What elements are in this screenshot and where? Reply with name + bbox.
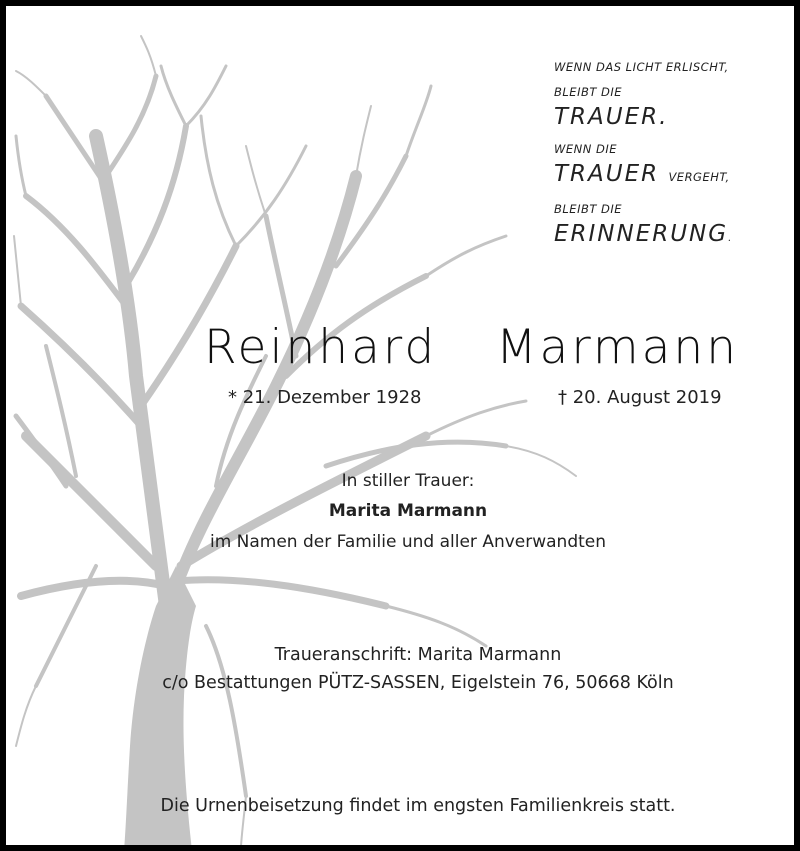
condolence-address-line-2: c/o Bestattungen PÜTZ-SASSEN, Eigelstein 76, 50668 Köln	[162, 673, 674, 693]
death-date: † 20. August 2019	[558, 387, 722, 408]
memorial-poem	[554, 61, 774, 253]
mourning-intro: In stiller Trauer:	[341, 471, 475, 491]
poem-line-4: BLEIBT DIE	[554, 202, 623, 216]
poem-line-trauer-vergeht	[554, 160, 774, 191]
mourner-name: Marita Marmann	[328, 501, 488, 521]
poem-line-1: WENN DAS LICHT ERLISCHT,	[554, 60, 729, 74]
deceased-last-name: Marmann	[496, 320, 740, 375]
poem-line-2: BLEIBT DIE	[554, 85, 623, 99]
poem-line-3: WENN DIE	[554, 142, 618, 156]
condolence-address-line-1: Traueranschrift: Marita Marmann	[274, 645, 562, 665]
poem-word-trauer: TRAUER.	[554, 104, 669, 130]
family-line: im Namen der Familie und aller Anverwandten	[209, 532, 607, 552]
poem-word-vergeht: VERGEHT,	[668, 170, 730, 184]
birth-date: * 21. Dezember 1928	[228, 387, 422, 408]
poem-word-erinnerung: ERINNERUNG	[554, 221, 729, 247]
deceased-first-name: Reinhard	[204, 320, 438, 375]
poem-line-erinnerung	[554, 220, 774, 253]
poem-word-trauer-2: TRAUER	[554, 161, 660, 187]
poem-final-dot: .	[728, 233, 732, 244]
burial-note: Die Urnenbeisetzung findet im engsten Familienkreis statt.	[160, 796, 676, 816]
